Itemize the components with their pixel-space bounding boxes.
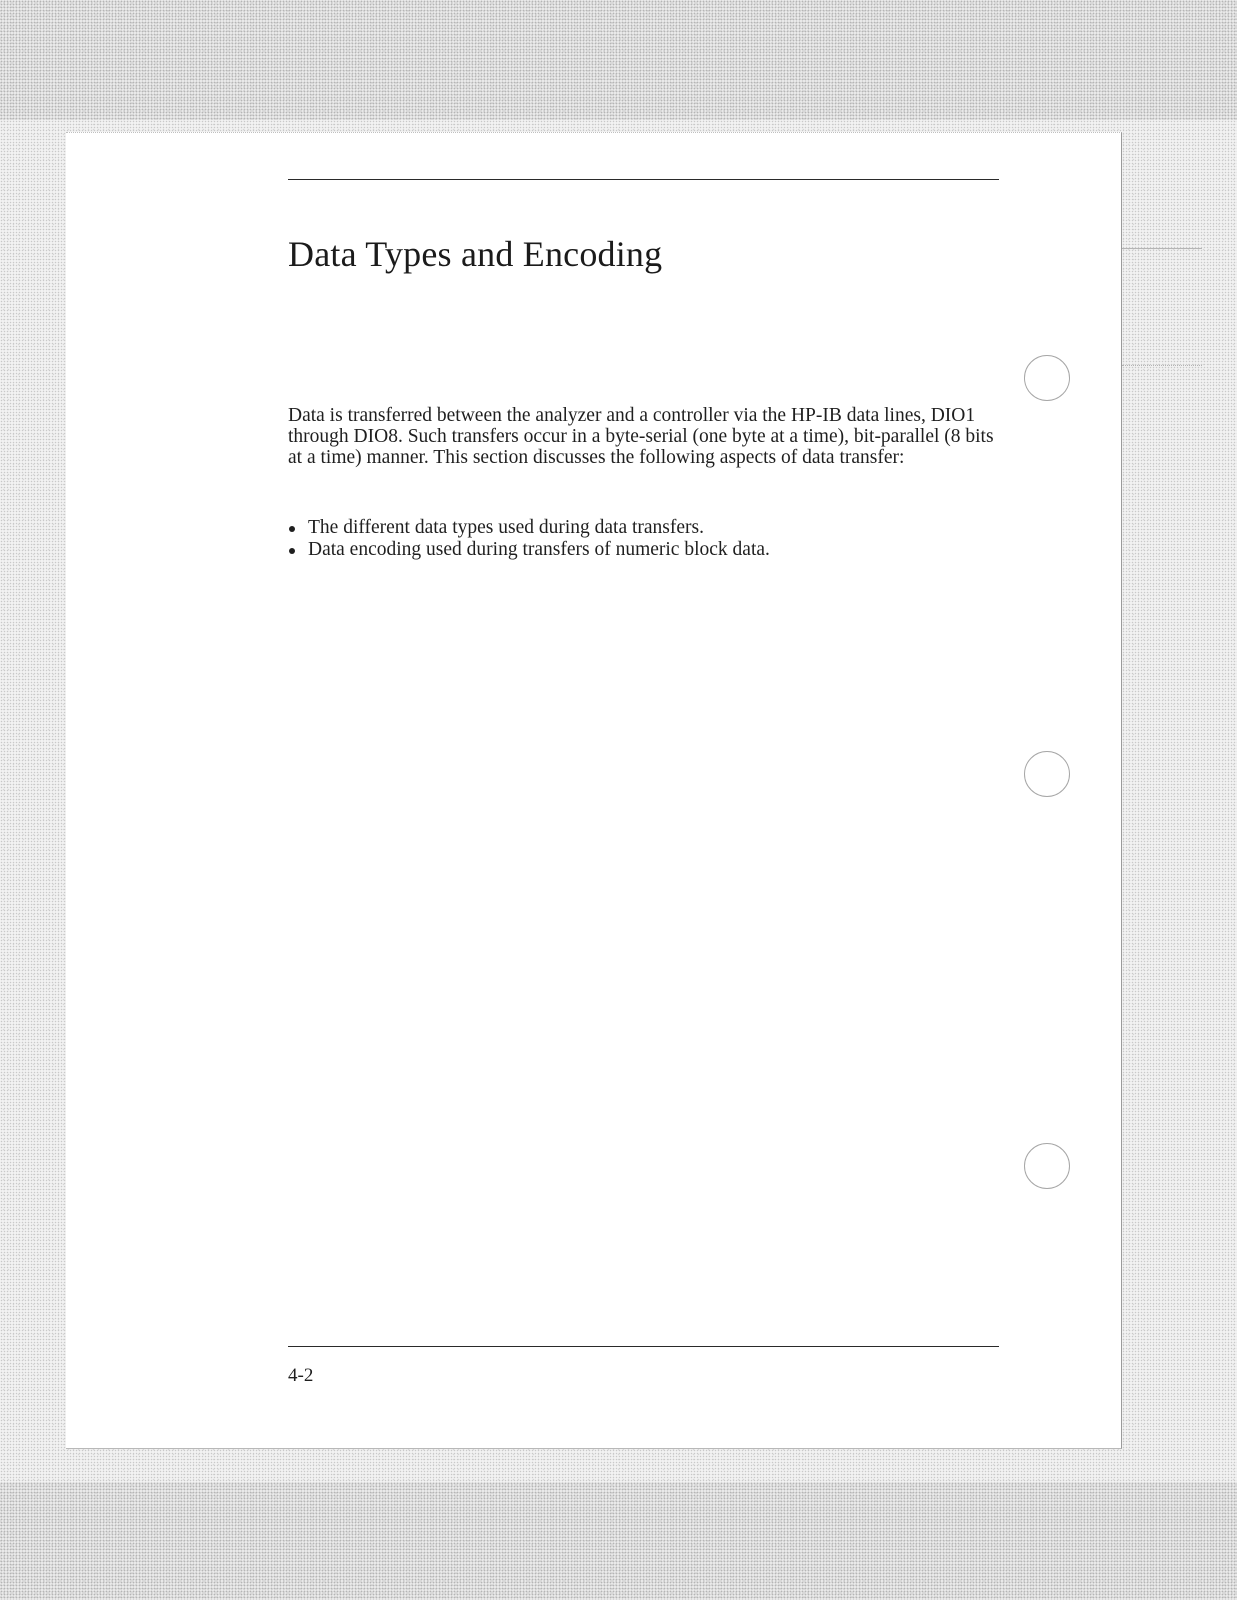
footer-rule xyxy=(288,1346,999,1347)
intro-paragraph: Data is transferred between the analyzer and a controller via the HP-IB data lines, DIO1 through DIO8. Such transfers occur in a byte-serial (one byte at a time), bit-parallel (8 bits at a time) manner. This section discusses the following aspects of data transfer: xyxy=(288,405,994,468)
list-item-text: The different data types used during data transfers. xyxy=(308,517,704,538)
bullet-icon xyxy=(289,548,295,554)
page-title: Data Types and Encoding xyxy=(288,234,663,274)
scan-background-top xyxy=(0,0,1237,120)
list-item xyxy=(288,539,998,561)
binder-edge-line xyxy=(1122,248,1202,249)
list-item-text: Data encoding used during transfers of numeric block data. xyxy=(308,539,770,560)
page-number: 4-2 xyxy=(288,1365,314,1386)
bullet-list xyxy=(288,517,998,561)
binder-edge-line xyxy=(1122,365,1202,366)
punch-hole xyxy=(1024,1143,1070,1189)
document-page xyxy=(66,132,1122,1449)
header-rule xyxy=(288,179,999,180)
bullet-icon xyxy=(289,526,295,532)
punch-hole xyxy=(1024,751,1070,797)
punch-hole xyxy=(1024,355,1070,401)
list-item xyxy=(288,517,998,539)
scan-background-bottom xyxy=(0,1482,1237,1600)
